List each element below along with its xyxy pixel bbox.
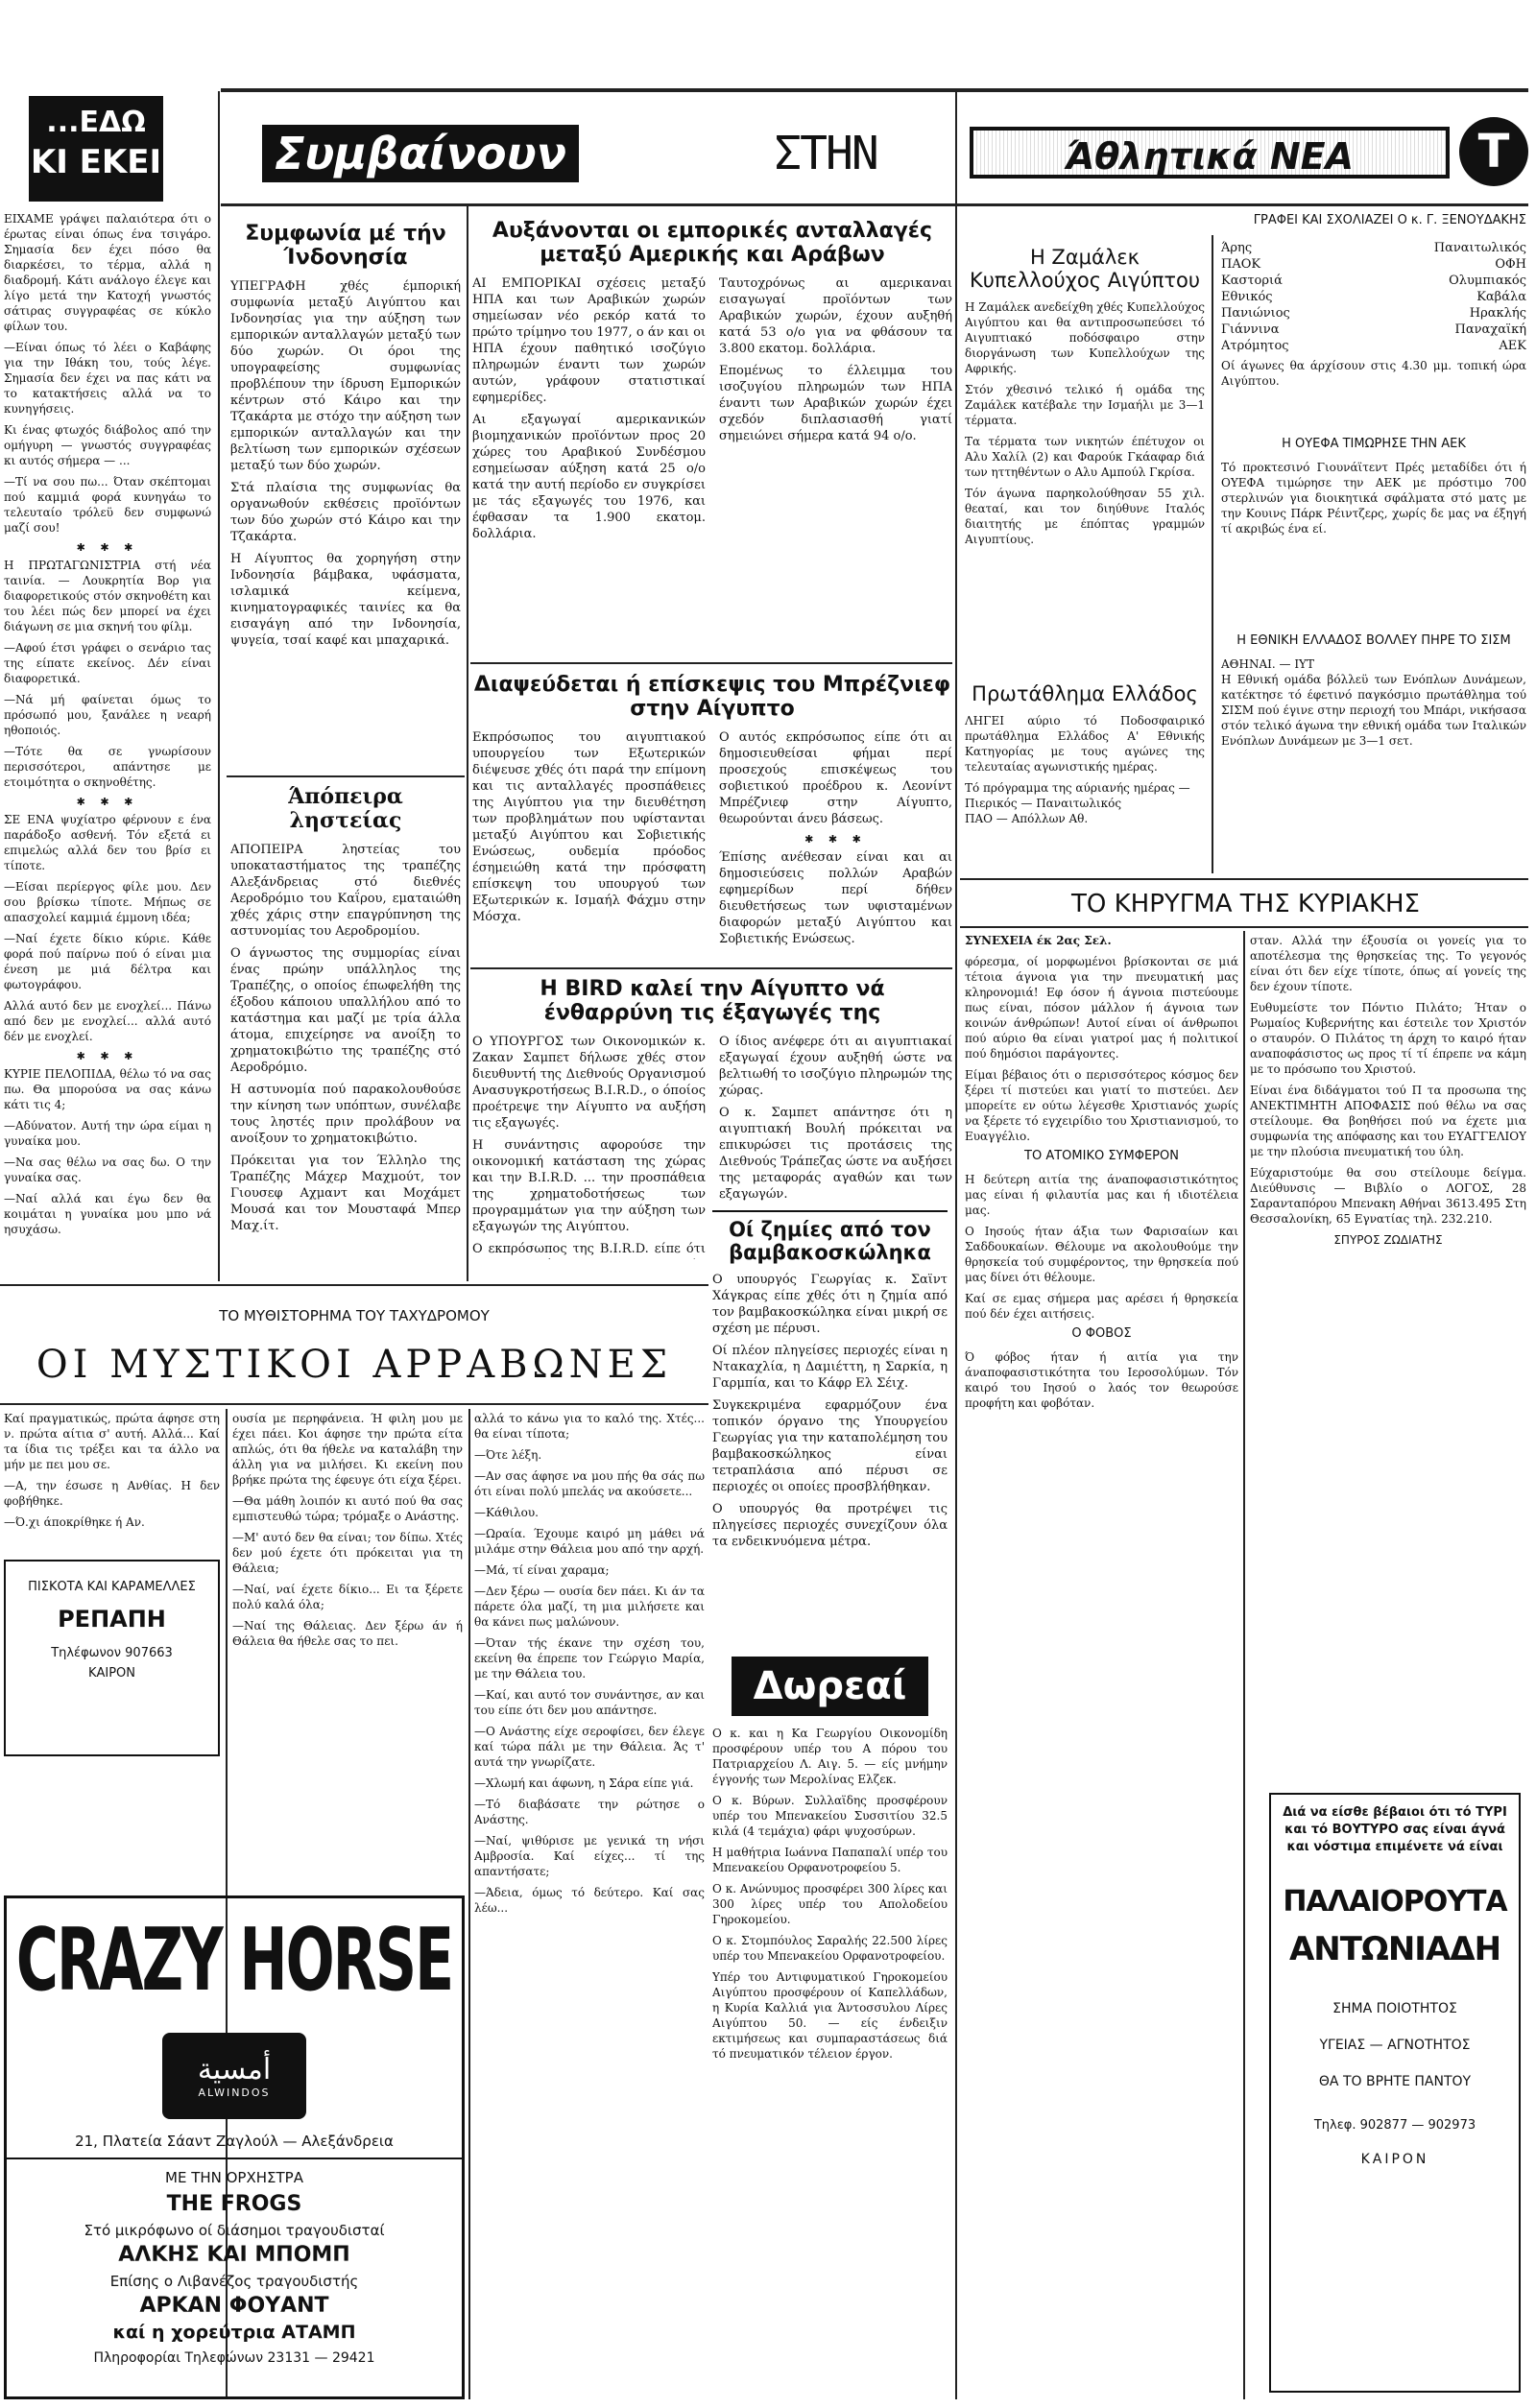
gifts-paragraph: Η μαθήτρια Ιωάννα Παπαπαλί υπέρ του Μπενακείου Ορφανοτροφείου 5. bbox=[712, 1846, 948, 1874]
trade-paragraph: ΑΙ ΕΜΠΟΡΙΚΑΙ σχέσεις μεταξύ ΗΠΑ και των Αραβικών χωρών σημείωσαν νέο ρεκόρ κατά το πρώτο τρίμηνο του 1977, ο άν και οι ΗΠΑ έχουν παθητικό ισοζύγιο πληρωμών έναντι των χωρών αυτών, γράφουν στατιστικαί εφημερίδες. bbox=[472, 275, 706, 405]
novel-paragraph: —Τό διαβάσατε την ρώτησε ο Ανάστης. bbox=[474, 1798, 705, 1826]
cotton-title: Οί ζημίες από τον βαμβακοσκώληκα bbox=[712, 1210, 948, 1264]
cotton-paragraph: Οί πλέον πληγείσες περιοχές είναι η Ντακαχλία, η Δαμιέττη, η Σαρκία, η Γαρμπία, και το Κάφρ Ελ Σέιχ. bbox=[712, 1344, 948, 1392]
left-paragraph: —Είναι όπως τό λέει ο Καβάφης για την Ιθάκη του, τούς λέγε. Σημασία δεν έχει να πας κάτι να το κατακτήσεις αλλά να το κυνηγήσεις. bbox=[4, 341, 211, 416]
header-big: ΚΙ ΕΚΕΙ bbox=[30, 143, 162, 181]
novel-paragraph: —Θα μάθη λοιπόν κι αυτό πού θα σας εμπιστευθώ τώρα; τρόμαξε ο Ανάστης. bbox=[232, 1494, 463, 1523]
gifts-paragraph: Ο κ. και η Κα Γεωργίου Οικονομίδη προσφέρουν υπέρ του Α πόρου του Πατριαρχείου Λ. Αιγ. 5. — είς μνήμην έγγονής των Μερολίνας Ελζεκ. bbox=[712, 1727, 948, 1786]
fixture-away: ΟΦΗ bbox=[1495, 257, 1526, 272]
volley-text: Η Εθνική ομάδα βόλλεϋ των Ενόπλων Δυνάμεων, κατέκτησε τό έφετινό παγκόσμιο πρωτάθλημα τού ΣΙΣΜ πού έγινε στην περιοχή του Μπάρι, νικήσασα στόν τελικό άγωνα την εθνική ομάδα των Ιταλικών Ενόπλων Δυνάμεων με 3—1 σετ. bbox=[1221, 672, 1526, 748]
novel-paragraph: ουσία με περηφάνεια. Ή φιλη μου με έχει πάει. Κοι άφησε την πρώτα είτα απλώς, ότι θα ήθελε να καταλάβη την άλλη για να μιλήσει. Κι εκείνη που βρήκε πρώτα της έφευγε ότι είχα ξέρει. bbox=[232, 1412, 463, 1487]
repapi-phone: Τηλέφωνον 907663 bbox=[51, 1646, 173, 1660]
left-paragraph: —Αδύνατον. Αυτή την ώρα είμαι η γυναίκα μου. bbox=[4, 1119, 211, 1148]
sermon-paragraph: Εύχαριστούμε θα σου στείλουμε δείγμα. Διεύθυνσις — Βιβλίο ο ΛΟΓΟΣ, 28 Σαρανταπόρου Μπενακη Αθήναι 3613.495 Στη Θεσσαλονίκη, 65 Εγνατίας τηλ. 232.210. bbox=[1250, 1166, 1526, 1226]
section-rule bbox=[960, 926, 1528, 928]
singers-intro: Στό μικρόφωνο οί διάσημοι τραγουδισταί bbox=[84, 2222, 385, 2239]
champ-paragraph: ΛΗΓΕΙ αύριο τό Ποδοσφαιρικό πρωτάθλημα Ελλάδος Α' Εθνικής Κατηγορίας με τους αγώνες της τελευταίας αγωνιστικής ημέρας. bbox=[965, 714, 1205, 775]
robbery-title: Άπόπειρα ληστείας bbox=[288, 784, 403, 834]
bird-paragraph: Ο εκπρόσωπος της B.I.R.D. είπε ότι bbox=[472, 1241, 706, 1256]
column-rule bbox=[218, 91, 220, 1281]
gifts-paragraph: Ο κ. Ανώνυμος προσφέρει 300 λίρες και 300 λίρες υπέρ του Απολοδείου Γηροκομείου. bbox=[712, 1882, 948, 1926]
brezhnev-paragraph: Έπίσης ανέθεσαν είναι και αι δημοσιεύσεις πολλών Αραβών εφημερίδων περί δήθεν διευθετήσεως των υφισταμένων διαφορών μεταξύ Αιγύπτου και Σοβιετικής Ενώσεως. bbox=[719, 849, 952, 946]
column-rule bbox=[468, 1409, 470, 2399]
ad-intro: Διά να είσθε βέβαιοι ότι τό ΤΥΡΙ και τό ΒΟΥΤΥΡΟ σας είναι άγνά και νόστιμα επιμένετε νά είναι bbox=[1283, 1805, 1507, 1854]
novel-col1 bbox=[4, 1411, 220, 1555]
crazy-horse-ad bbox=[4, 1895, 465, 2399]
sermon-paragraph: Ό φόβος ήταν ή αιτία για την άναποφασιστικότητα του Ιεροσολύμων. Τόν καιρό του Ιησού ο λαός τον θεωρούσε προφήτη και φοβόταν. bbox=[965, 1349, 1238, 1410]
trade-title: Αυξάνονται οι εμπορικές ανταλλαγές μεταξύ Αμερικής και Αράβων bbox=[492, 219, 933, 268]
zamalek-paragraph: Στόν χθεσινό τελικό ή ομάδα της Ζαμάλεκ κατέβαλε την Ισμαήλι με 3—1 τέρματα. bbox=[965, 383, 1205, 428]
separator-stars: ✱ ✱ ✱ bbox=[76, 796, 139, 808]
crazy-horse-subtitle: ALWINDOS bbox=[198, 2086, 271, 2099]
brezhnev-title: Διαψεύδεται ή επίσκεψις του Μπρέζνιεφ στην Αίγυπτο bbox=[473, 673, 951, 722]
ad-line: ΥΓΕΙΑΣ — ΑΓΝΟΤΗΤΟΣ bbox=[1319, 2038, 1471, 2053]
indonesia-article bbox=[230, 216, 461, 773]
fixture-away: Ολυμπιακός bbox=[1449, 274, 1526, 288]
orchestra-name: THE FROGS bbox=[166, 2192, 302, 2216]
ad-city: ΚΑΙΡΟΝ bbox=[1360, 2152, 1429, 2167]
crazy-horse-address: 21, Πλατεία Σάαντ Ζαγλούλ — Αλεξάνδρεια bbox=[7, 2133, 462, 2159]
fixture-away: Παναιτωλικός bbox=[1433, 241, 1526, 255]
repapi-ad bbox=[4, 1560, 220, 1756]
athletics-banner bbox=[965, 115, 1531, 192]
crazy-horse-title: CRAZY HORSE bbox=[15, 1910, 453, 2012]
sermon-paragraph: Είναι ένα διδάγματοι τού Π τα προσωπα της ΑΝΕΚΤΙΜΗΤΗ ΑΠΟΦΑΣΙΣ πού θέλω να σας στείλουμε. Θα βοηθήσει πού να έχετε μια συμφωνία της απόφασης και του ΕΥΑΓΓΕΛΙΟΥ με την πλούσια πνευματική του ύλη. bbox=[1250, 1084, 1526, 1158]
sermon-paragraph: φόρεσμα, οί μορφωμένοι βρίσκονται σε μιά τέτοια άγνοια για την πνευματική μας κληρονομιά! Εφ όσον ή άγνοια πιστεύουμε πως είναι, πόσον μάλλον ή άγνοια των κοινών άνθρώπων! Αυτοί είναι οί άνθρωποι πού αύριο θα είναι γιατροί μας ή πολιτικοί πού δημόσιοι παράγοντες. bbox=[965, 955, 1238, 1061]
trade-paragraph: Αι εξαγωγαί αμερικανικών βιομηχανικών προϊόντων προς 20 χώρες του Αραβικού Συνδέσμου εσημείωσαν αύξηση κατά 25 ο/ο κατά την αυτή περίοδο εν συγκρίσει με τάς εξαγωγές του 1976, και έφθασαν τα 1.900 εκατομ. δολλάρια. bbox=[472, 412, 706, 541]
column-rule bbox=[1212, 235, 1213, 873]
left-paragraph: Αλλά αυτό δεν με ενοχλεί... Πάνω από δεν με ενοχλεί... αλλά αυτό δέν με ενοχλεί. bbox=[4, 999, 211, 1043]
left-paragraph: ΚΥΡΙΕ ΠΕΛΟΠΙΔΑ, θέλω τό να σας πω. Θα μπορούσα να σας κάνω κάτι τις 4; bbox=[4, 1067, 211, 1111]
novel-paragraph: —Ναί, ψιθύρισε με γενικά τη νήσι Αμβροσία. Καί είχες... τί της απαντήσατε; bbox=[474, 1834, 705, 1878]
repapi-city: ΚΑΙΡΟΝ bbox=[87, 1666, 136, 1681]
fixture-row bbox=[1221, 322, 1526, 338]
cotton-paragraph: Ο υπουργός θα προτρέψει τις πληγείσες περιοχές συνεχίζουν όλα τα ενδεικνυόμενα μέτρα. bbox=[712, 1502, 948, 1550]
fixture-home: Πανιώνιος bbox=[1221, 306, 1290, 321]
novel-paragraph: —Ναί της Θάλειας. Δεν ξέρω άν ή Θάλεια θα ήθελε σας το πει. bbox=[232, 1619, 463, 1648]
champ-paragraph: ΠΑΟ — Απόλλων Αθ. bbox=[965, 812, 1089, 826]
fixture-home: ΠΑΟΚ bbox=[1221, 257, 1261, 272]
section-rule bbox=[0, 1284, 708, 1286]
left-paragraph: —Να σας θέλω να σας δω. Ο την γυναίκα σας. bbox=[4, 1156, 211, 1184]
header-under-rule bbox=[221, 203, 1528, 206]
robbery-paragraph: ΑΠΟΠΕΙΡΑ ληστείας του υποκαταστήματος της τραπέζης Αλεξάνδρειας στό διεθνές Αεροδρόμιο του Καΐρου, εματαιώθη χθές χάρις στην επαγρύπνηση της αστυνομίας του Αεροδρομίου. bbox=[230, 842, 461, 939]
section-rule bbox=[470, 662, 952, 664]
sermon-right-column bbox=[1250, 933, 1526, 1777]
novel-paragraph: —Κάθιλου. bbox=[474, 1506, 539, 1519]
novel-paragraph: Καί πραγματικώς, πρώτα άφησε στη ν. πρώτα αίτια σ' αυτή. Αλλά... Καί τα ίδια τις τρέξει και τα άλλο να μήν με πει μου σε. bbox=[4, 1412, 220, 1471]
brezhnev-article bbox=[472, 667, 952, 965]
sermon-continued: ΣΥΝΕΧΕΙΑ έκ 2ας Σελ. bbox=[965, 934, 1112, 947]
trade-paragraph: Επομένως το έλλειμμα του ισοζυγίου πληρωμών των ΗΠΑ έναντι των Αραβικών χωρών έχει σχεδόν διπλασιασθή γιατί σημειώνει σήμερα κατά 94 ο/ο. bbox=[719, 363, 952, 443]
crazy-horse-info: Πληροφορίαι Τηλεφώνων 23131 — 29421 bbox=[93, 2350, 375, 2366]
champ-title: Πρωτάθλημα Ελλάδος bbox=[972, 682, 1198, 705]
fixture-row bbox=[1221, 305, 1526, 322]
novel-paragraph: —Μ' αυτό δεν θα είναι; τον δίπω. Χτές δεν μού έχετε ότι πρόκειται για τη Θάλεια; bbox=[232, 1531, 463, 1575]
fixture-home: Ατρόμητος bbox=[1221, 339, 1289, 353]
ad-product: ΠΑΛΑΙΟΡΟΥΤΑ bbox=[1283, 1885, 1507, 1919]
left-paragraph: ΣΕ ΕΝΑ ψυχίατρο φέρνουν ε ένα παράδοξο ασθενή. Τόν εξετά ει επιμελώς αλλά δεν του βρίσ ει τίποτε. bbox=[4, 813, 211, 872]
left-paragraph: —Αφού έτσι γράφει ο σενάριο τας της είπατε εκείνος. Δέν είναι διαφορετικά. bbox=[4, 641, 211, 685]
banner-title: Συμβαίνουν bbox=[262, 125, 579, 182]
header-small: ...ΕΔΩ bbox=[46, 106, 146, 139]
zamalek-paragraph: Τόν άγωνα παρηκολούθησαν 55 χιλ. θεαταί, και τον διηύθυνε Ιταλός διαιτητής με έπόπτας γραμμών Αιγυπτίους. bbox=[965, 487, 1205, 547]
sermon-paragraph: Ευθυμείστε τον Πόντιο Πιλάτο; Ήταν ο Ρωμαίος Κυβερνήτης και έστειλε τον Χριστόν ο σταυρόν. Ο Πιλάτος τη άρχη το καιρό ήταν αναποφάσιστος ως προς τί τί έπρεπε να κάμη με το πρόσωπο του Χριστού. bbox=[1250, 1001, 1526, 1076]
singers-name: ΑΛΚΗΣ ΚΑΙ ΜΠΟΜΠ bbox=[118, 2243, 350, 2267]
banner-subtitle: ΣΤΗΝ bbox=[774, 127, 877, 180]
novel-paragraph: —Καί, και αυτό τον συνάντησε, αν και του είπε ότι δεν μου απάντησε. bbox=[474, 1688, 705, 1717]
fixture-row bbox=[1221, 273, 1526, 289]
left-paragraph: Κι ένας φτωχός διάβολος από την ομήγυρη — γνωστός συγγραφέας κι αυτός σήμερα — ... bbox=[4, 423, 211, 467]
left-paragraph: —Είσαι περίεργος φίλε μου. Δεν σου βρίσκω τίποτε. Μήπως σε απασχολεί καμμιά έμμονη ιδέα; bbox=[4, 880, 211, 924]
section-rule bbox=[960, 878, 1528, 880]
fixture-row bbox=[1221, 256, 1526, 273]
left-paragraph: —Ναί έχετε δίκιο κύριε. Κάθε φορά πού παίρνω πού ό είναι μια ένεση με μιά δέλτρα και φωτογράφου. bbox=[4, 932, 211, 991]
repapi-line1: ΠΙΣΚΟΤΑ ΚΑΙ ΚΑΡΑΜΕΛΛΕΣ bbox=[28, 1580, 196, 1594]
zamalek-title: Η Ζαμάλεκ Κυπελλούχος Αιγύπτου bbox=[969, 246, 1201, 293]
novel-col2 bbox=[232, 1411, 463, 1891]
ad-brand: ΑΝΤΩΝΙΑΔΗ bbox=[1288, 1930, 1501, 1968]
novel-paragraph: —Ό.χι άποκρίθηκε ή Αν. bbox=[4, 1515, 145, 1529]
symbainoun-banner bbox=[228, 106, 593, 197]
zamalek-article bbox=[965, 240, 1205, 677]
ad-line: ΘΑ ΤΟ ΒΡΗΤΕ ΠΑΝΤΟΥ bbox=[1318, 2074, 1472, 2089]
column-rule bbox=[955, 91, 957, 2399]
athletics-byline: ΓΡΑΦΕΙ ΚΑΙ ΣΧΟΛΙΑΖΕΙ Ο κ. Γ. ΞΕΝΟΥΔΑΚΗΣ bbox=[1253, 213, 1526, 227]
separator-stars: ✱ ✱ ✱ bbox=[76, 541, 139, 554]
volley-title: Η ΕΘΝΙΚΗ ΕΛΛΑΔΟΣ ΒΟΛΛΕΥ ΠΗΡΕ ΤΟ ΣΙΣΜ bbox=[1236, 633, 1511, 648]
indonesia-title: Συμφωνία μέ τήν Ίνδονησία bbox=[245, 222, 446, 271]
fixture-home: Καστοριά bbox=[1221, 274, 1283, 288]
bird-paragraph: Ο κ. Σαμπετ απάντησε ότι η αιγυπτιακή Βουλή πρόκειται να επικυρώσει τις προτάσεις της Διεθνούς Τράπεζας ώστε να αυξήσει της μεταφοράς αγαθών και των εξαγωγών. bbox=[719, 1105, 952, 1202]
brezhnev-paragraph: Εκπρόσωπος του αιγυπτιακού υπουργείου των Εξωτερικών διέψευσε χθές ότι παρά την επίμονη και τις ανταλλαγές προσπάθειες της Αιγύπτου για την διευθέτηση των προβλημάτων που υφίστανται μεταξύ Αιγύπτου και Σοβιετικής Ενώσεως, ουδεμία πρόοδος έσημειώθη κατά την πρόσφατη επίσκεψη του υπουργού των Εξωτερικών κ. Ισμαήλ Φάχμυ στην Μόσχα. bbox=[472, 729, 706, 924]
fixture-home: Γιάννινα bbox=[1221, 322, 1280, 337]
gifts-paragraph: Ο κ. Βύρων. Συλλαϊδης προσφέρουν υπέρ του Μπενακείου Συσσιτίου 32.5 κιλά (4 τεμάχια) φάρι ψυχοσύρων. bbox=[712, 1794, 948, 1838]
trade-paragraph: Ταυτοχρόνως αι αμερικαναι εισαγωγαί προϊόντων των Αραβικών χωρών, έχουν αυξηθή κατά 53 ο/ο για να φθάσουν τα 3.800 εκατομ. δολλάρια. bbox=[719, 275, 952, 356]
brezhnev-paragraph: Ο αυτός εκπρόσωπος είπε ότι αι δημοσιευθείσαι φήμαι περί προσεχούς επισκέψεως του σοβιετικού προέδρου κ. Λεονίντ Μπρέζνιεφ στην Αίγυπτο, θεωρούνται άνευ βάσεως. bbox=[719, 729, 952, 826]
volley-dateline: ΑΘΗΝΑΙ. — ΙΥΤ bbox=[1221, 656, 1314, 671]
champ-article bbox=[965, 677, 1205, 878]
cotton-paragraph: Ο υπουργός Γεωργίας κ. Σαϊντ Χάγκρας είπε χθές ότι η ζημία από τον βαμβακοσκώληκα είναι μικρή σε σχέση με πέρυσι. bbox=[712, 1273, 948, 1337]
bird-paragraph: Ο ΥΠΟΥΡΓΟΣ των Οικονομικών κ. Ζακαν Σαμπετ δήλωσε χθές στον διευθυντή της Διεθνούς Οργανισμού Ανασυγκροτήσεως B.I.R.D., ο όποίος προέτρεψε την Αίγυπτο να αυξήση τις εξαγωγές. bbox=[472, 1034, 706, 1131]
fixtures-block bbox=[1221, 240, 1526, 427]
sermon-paragraph: Η δεύτερη αιτία της άναποφασιστικότητος μας είναι ή φιλαυτία μας και ή ιδιοτέλεια μας. bbox=[965, 1172, 1238, 1217]
fixture-home: Άρης bbox=[1221, 241, 1253, 255]
robbery-paragraph: Πρόκειται για τον Έλληλο της Τραπέζης Μάχερ Μαχμούτ, τον Γιουσεφ Αχμαντ και Μοχάμετ Μουσά και τον Μουσταφά Μπερ Μαχ.ίτ. bbox=[230, 1153, 461, 1233]
crazy-horse-logo bbox=[162, 2033, 306, 2119]
singer2-name: ΑΡΚΑΝ ΦΟΥΑΝΤ bbox=[139, 2294, 329, 2318]
robbery-paragraph: Ο άγνωστος της συμμορίας είναι ένας πρώην υπάλληλος της Τραπέζης, ο οποίος έπωφελήθη της έξοδου κάποιου υπαλλήλου από το κατάστημα και μαζί με τρία άλλα άτομα, επιχείρησε να ανοίξη το χρηματοκιβώτιο της τραπέζης στό Αεροδρόμιο. bbox=[230, 945, 461, 1075]
champ-paragraph: Τό πρόγραμμα της αύριανής ημέρας — bbox=[965, 781, 1190, 796]
novel-col3 bbox=[474, 1411, 705, 2399]
column-rule bbox=[467, 206, 468, 1281]
gifts-paragraph: Ο κ. Στομπόυλος Σαραλής 22.500 λίρες υπέρ του Μπενακείου Ορφανοτροφείου. bbox=[712, 1934, 948, 1963]
sermon-paragraph: Καί σε εμας σήμερα μας αρέσει ή θρησκεία πού δέν έχει αιτήσεις. bbox=[965, 1291, 1238, 1321]
champ-paragraph: Πιερικός — Παναιτωλικός bbox=[965, 797, 1122, 811]
fixture-row bbox=[1221, 338, 1526, 354]
section-rule bbox=[0, 1403, 708, 1405]
ofea-article bbox=[1221, 432, 1526, 624]
robbery-article bbox=[230, 779, 461, 1286]
novel-paragraph: —Ο Ανάστης είχε σεροφίσει, δεν έλεγε καί τώρα πάλι με την Θάλεια. Άς τ' αυτά την γνωρίζατε. bbox=[474, 1725, 705, 1769]
indonesia-paragraph: Στά πλαίσια της συμφωνίας θα οργανωθούν εκθέσεις προϊόντων των δύο χωρών στό Κάιρο και την Τζακάρτα. bbox=[230, 480, 461, 544]
indonesia-paragraph: Η Αίγυπτος θα χορηγήση στην Ινδονησία βάμβακα, υφάσματα, ισλαμικά κείμενα, κινηματογραφικές ταινίες κα θα εισαγάγη από την Ινδονησία, ψυγεία, τσαί καφέ και μπαχαρικά. bbox=[230, 551, 461, 648]
novel-title: ΟΙ ΜΥΣΤΙΚΟΙ ΑΡΡΑΒΩΝΕΣ bbox=[36, 1343, 673, 1387]
cotton-article bbox=[712, 1204, 948, 1641]
fixture-away: ΑΕΚ bbox=[1499, 339, 1526, 353]
orchestra-intro: ΜΕ ΤΗΝ ΟΡΧΗΣΤΡΑ bbox=[165, 2169, 303, 2186]
antoniadi-ad bbox=[1269, 1793, 1521, 2393]
gifts-article bbox=[712, 1651, 948, 2399]
novel-paragraph: —Δεν ξέρω — ουσία δεν πάει. Κι άν τα πάρετε όλα μαζί, τη μια μιλήσετε και θα κάνει πως μαλώνουν. bbox=[474, 1585, 705, 1629]
sermon-left-column bbox=[965, 933, 1238, 2396]
novel-paragraph: —Ωραία. Έχουμε καιρό μη μάθει νά μιλάμε στην Θάλεια μου από την αρχή. bbox=[474, 1527, 705, 1556]
left-column bbox=[0, 91, 216, 1281]
gifts-title: Δωρεαί bbox=[732, 1657, 928, 1716]
fixture-home: Εθνικός bbox=[1221, 290, 1273, 304]
novel-paragraph: —Άδεια, όμως τό δεύτερο. Καί σας λέω... bbox=[474, 1886, 705, 1915]
left-paragraph: —Τί να σου πω... Όταν σκέπτομαι πού καμμιά φορά κυνηγάω το τελευταίο τρόλεϋ δεν συμφωνώ μαζί σου! bbox=[4, 475, 211, 535]
sermon-paragraph: Ο Ιησούς ήταν άξια των Φαρισαίων και Σαδδουκαίων. Θέλουμε να ακολουθούμε την θρησκεία τού συμφέροντος, την θρησκεία πού μας δίνει ότι θέλουμε. bbox=[965, 1224, 1238, 1284]
zamalek-paragraph: Τα τέρματα των νικητών έπέτυχον οι Αλυ Χαλίλ (2) και Φαρούκ Γκάαφαρ διά των ηττηθέντων ο Αλυ Αμπούλ Γκρίσα. bbox=[965, 435, 1205, 480]
sermon-signature: ΣΠΥΡΟΣ ΖΩΔΙΑΤΗΣ bbox=[1333, 1233, 1443, 1247]
zamalek-paragraph: Η Ζαμάλεκ ανεδείχθη χθές Κυπελλούχος Αιγύπτου και θα αντιπροσωπεύσει τό Αιγυπτιακό ποδόσφαιρο στην διοργάνωση των Κυπελλούχων της Αφρικής. bbox=[965, 300, 1205, 376]
crazy-horse-arabic: أمسية bbox=[197, 2053, 272, 2086]
gifts-paragraph: Υπέρ του Αντιφυματικού Γηροκομείου Αιγύπτου προσφέρουν οί Καπελλάδων, η Κυρία Καλλιά για Άντοσσυλου Λίρες Αιγύπτου 50. — είς ένδειξιν εκτιμήσεως και συμπαραστάσεως διά τό πνευματικόν τέλειον έργον. bbox=[712, 1970, 948, 2061]
volley-article bbox=[1221, 629, 1526, 873]
fixture-away: Καβάλα bbox=[1476, 290, 1526, 304]
left-paragraph: ΕΙΧΑΜΕ γράψει παλαιότερα ότι ο έρωτας είναι όπως ένα τσιγάρο. Σημασία δεν έχει πόσο θα διαρκέσει, το τέρμα, αλλά η διαδρομή. Κάτι ανάλογο έλεγε και λίγο μετά την Κατοχή γνωστός σάτιρας συγγραφέας σε κύκλο φίλων του. bbox=[4, 212, 211, 333]
ofea-text: Τό προκτεσινό Γιουνάϊτεντ Πρές μεταδίδει ότι ή ΟΥΕΦΑ τιμώρησε την ΑΕΚ με πρόστιμο 700 στερλινών για διοικητικά σφάλματα στό ματς με την Κουινς Πάρκ Ρέιντζερς, χωρίς δε μας να έξηγή τί ακριβώς ένα εί. bbox=[1221, 460, 1526, 536]
dancer: καί η χορεύτρια ΑΤΑΜΠ bbox=[112, 2322, 356, 2343]
fixtures-note: Οί άγωνες θα άρχίσουν στις 4.30 μμ. τοπική ώρα Αιγύπτου. bbox=[1221, 359, 1526, 388]
section-rule bbox=[470, 967, 952, 969]
singer2-intro: Επίσης ο Λιβανέζος τραγουδιστής bbox=[109, 2273, 359, 2290]
cotton-paragraph: Συγκεκριμένα εφαρμόζουν ένα τοπικόν όργανο της Υπουργείου Γεωργίας για την καταπολέμηση του βαμβακοσκώληκος είναι τετραπλάσια από πέρυσι σε περιοχές οι οποίες προσβλήθηκαν. bbox=[712, 1398, 948, 1495]
sermon-paragraph: σταν. Αλλά την έξουσία οι γονείς για το αποτέλεσμα της θρησκείας της. Το γεγονός είναι ότι δεν είχε τίποτε, όπως αί γονείς της δεν έχουν τίποτε. bbox=[1250, 934, 1526, 993]
novel-paragraph: αλλά το κάνω για το καλό της. Χτές... θα είναι τίποτα; bbox=[474, 1412, 705, 1441]
athletics-title: Άθλητικά ΝΕΑ bbox=[970, 127, 1450, 179]
repapi-name: ΡΕΠΑΠΗ bbox=[58, 1606, 166, 1633]
sermon-title: ΤΟ ΚΗΡΥΓΜΑ ΤΗΣ ΚΥΡΙΑΚΗΣ bbox=[1071, 890, 1420, 918]
left-column-body bbox=[4, 211, 211, 1276]
novel-paragraph: —Α, την έσωσε η Ανθίας. Η δεν φοβήθηκε. bbox=[4, 1479, 220, 1508]
robbery-paragraph: Η αστυνομία πού παρακολουθούσε την κίνηση των υπόπτων, συνέλαβε τους ληστές πριν προλάβουν να ανοίξουν το χρηματοκιβώτιο. bbox=[230, 1082, 461, 1146]
top-rule bbox=[221, 88, 1528, 92]
ad-phone: Τηλεφ. 902877 — 902973 bbox=[1313, 2118, 1476, 2133]
novel-header: ΤΟ ΜΥΘΙΣΤΟΡΗΜΑ ΤΟΥ ΤΑΧΥΔΡΟΜΟΥ bbox=[219, 1307, 490, 1324]
novel-paragraph: —Ότε λέξη. bbox=[474, 1448, 542, 1462]
athletics-tag: Τ bbox=[1459, 117, 1528, 186]
novel-paragraph: —Μά, τί είναι χαραμα; bbox=[474, 1563, 610, 1577]
bird-title: Η BIRD καλεί την Αίγυπτο νά ένθαρρύνη τις έξαγωγές της bbox=[540, 977, 885, 1026]
fixture-away: Ηρακλής bbox=[1469, 306, 1526, 321]
separator-stars: ✱ ✱ ✱ bbox=[804, 832, 867, 846]
novel-paragraph: —Ναί, ναί έχετε δίκιο... Ει τα ξέρετε πολύ καλά όλα; bbox=[232, 1583, 463, 1611]
novel-paragraph: —Χλωμή και άφωνη, η Σάρα είπε γιά. bbox=[474, 1776, 694, 1790]
sermon-paragraph: Είμαι βέβαιος ότι ο περισσότερος κόσμος δεν ξέρει τί πιστεύει και γιατί το πιστεύει. Δεν μπορείτε εν ούτω λέγεσθε Χριστιανός χωρίς να ξέρετε τό εγχειρίδιο του Χριστιανισμού, το Ευαγγέλιο. bbox=[965, 1068, 1238, 1143]
left-paragraph: Η ΠΡΩΤΑΓΩΝΙΣΤΡΙΑ στή νέα ταινία. — Λουκρητία Βορ για διαφορετικούς στόν σκηνοθέτη και του λέει πώς δεν μπορεί να έχει διάγωνη σε μια σκηνή του φίλμ. bbox=[4, 559, 211, 633]
fixture-row bbox=[1221, 289, 1526, 305]
bird-paragraph: Ο ίδιος ανέφερε ότι αι αιγυπτιακαί εξαγωγαί έχουν αυξηθή ώστε να βελτιωθή το ισοζύγιο πληρωμών της χώρας. bbox=[719, 1034, 952, 1098]
sermon-subheading: Ο ΦΟΒΟΣ bbox=[1071, 1325, 1132, 1341]
indonesia-paragraph: ΥΠΕΓΡΑΦΗ χθές έμπορική συμφωνία μεταξύ Αιγύπτου και Ινδονησίας για την αύξηση των εμπορικών ανταλλαγών μεταξύ των δύο χωρών. Οι όροι της υπογραφείσης συμφωνίας προβλέπουν την ίδρυση Εμπορικών κέντρων στό Κάιρο και την Τζακάρτα με στόχο την αύξηση των εμπορικών ανταλλαγών και την βελτίωση των εμπορικών σχέσεων μεταξύ των δύο χωρών. bbox=[230, 278, 461, 473]
novel-paragraph: —Όταν τής έκανε την σχέση του, εκείνη θα έπρεπε τον Γεώργιο Μαρία, με την Θάλεια του. bbox=[474, 1636, 705, 1681]
ofea-title: Η ΟΥΕΦΑ ΤΙΜΩΡΗΣΕ ΤΗΝ ΑΕΚ bbox=[1282, 437, 1466, 451]
section-rule bbox=[227, 775, 465, 777]
column-rule bbox=[1243, 931, 1245, 2399]
fixture-away: Παναχαϊκή bbox=[1454, 322, 1526, 337]
bird-paragraph: Η συνάντησις αφορούσε την οικονομική κατάσταση της χώρας και την B.I.R.D. ... την προσπάθεια της χρηματοδοτήσεως των προγραμμάτων για την αύξηση των εξαγωγών της Αιγύπτου. bbox=[472, 1137, 706, 1234]
sermon-subheading: ΤΟ ΑΤΟΜΙΚΟ ΣΥΜΦΕΡΟΝ bbox=[1024, 1149, 1179, 1163]
novel-paragraph: —Αν σας άφησε να μου πής θα σάς πω ότι είναι πολύ μπελάς να ακούσετε... bbox=[474, 1469, 705, 1498]
fixture-row bbox=[1221, 240, 1526, 256]
left-paragraph: —Τότε θα σε γνωρίσουν περισσότεροι, απάντησε με ετοιμότητα ο σκηνοθέτης. bbox=[4, 745, 211, 789]
left-paragraph: —Νά μή φαίνεται όμως το πρόσωπό μου, ξανάλεε η νεαρή ηθοποιός. bbox=[4, 693, 211, 737]
left-paragraph: —Ναί αλλά και έγω δεν θα κοιμάται η γυναίκα μου μπο νά ησυχάσω. bbox=[4, 1192, 211, 1236]
trade-article bbox=[472, 213, 952, 659]
separator-stars: ✱ ✱ ✱ bbox=[76, 1050, 139, 1062]
edo-kiekei-header bbox=[29, 96, 163, 202]
ad-line: ΣΗΜΑ ΠΟΙΟΤΗΤΟΣ bbox=[1332, 2001, 1457, 2016]
